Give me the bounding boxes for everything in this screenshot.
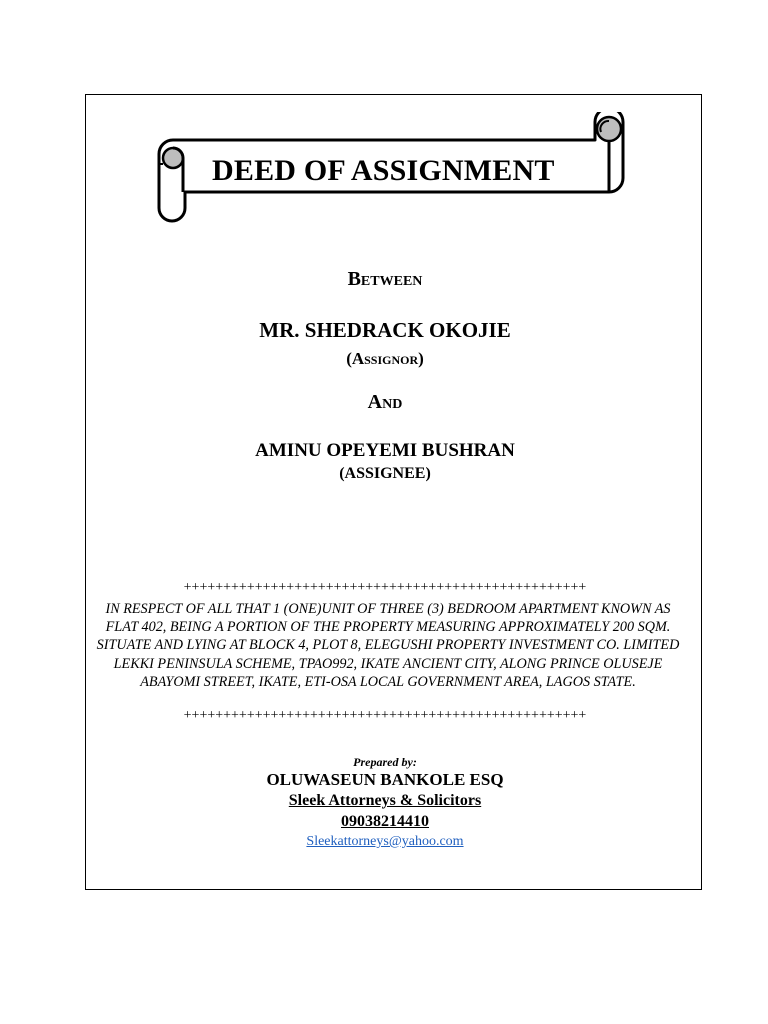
assignee-role: (ASSIGNEE) [339,465,431,482]
assignee-name: AMINU OPEYEMI BUSHRAN [255,440,515,461]
title-banner [155,112,627,224]
email-line [85,834,685,850]
phone-number-text: 09038214410 [341,813,429,830]
preparer-name: OLUWASEUN BANKOLE ESQ [266,770,504,789]
phone-number [85,813,685,831]
separator-top: +++++++++++++++++++++++++++++++++++++++++++++++++++ [183,580,587,595]
assignor-name: MR. SHEDRACK OKOJIE [259,318,511,342]
property-recital: IN RESPECT OF ALL THAT 1 (ONE)UNIT OF THREE (3) BEDROOM APARTMENT KNOWN AS FLAT 402, BEING A PORTION OF THE PROPERTY MEASURING APPROXIMATELY 200 SQM. SITUATE AND LYING AT BLOCK 4, PLOT 8, ELEGUSHI PROPERTY INVESTMENT CO. LIMITED LEKKI PENINSULA SCHEME, TPAO992, IKATE ANCIENT CITY, ALONG PRINCE OLUSEJE ABAYOMI STREET, IKATE, ETI-OSA LOCAL GOVERNMENT AREA, LAGOS STATE. [96,601,680,690]
prepared-by-label: Prepared by: [353,755,417,769]
law-firm-text: Sleek Attorneys & Solicitors [288,792,482,809]
law-firm-name [85,792,685,810]
document-title: DEED OF ASSIGNMENT [212,154,555,187]
assignor-role: (Assignor) [346,349,424,368]
separator-bottom: +++++++++++++++++++++++++++++++++++++++++++++++++++ [183,708,587,723]
email-link[interactable]: Sleekattorneys@yahoo.com [306,834,464,849]
and-label: And [367,391,403,413]
between-label: Between [347,268,423,290]
